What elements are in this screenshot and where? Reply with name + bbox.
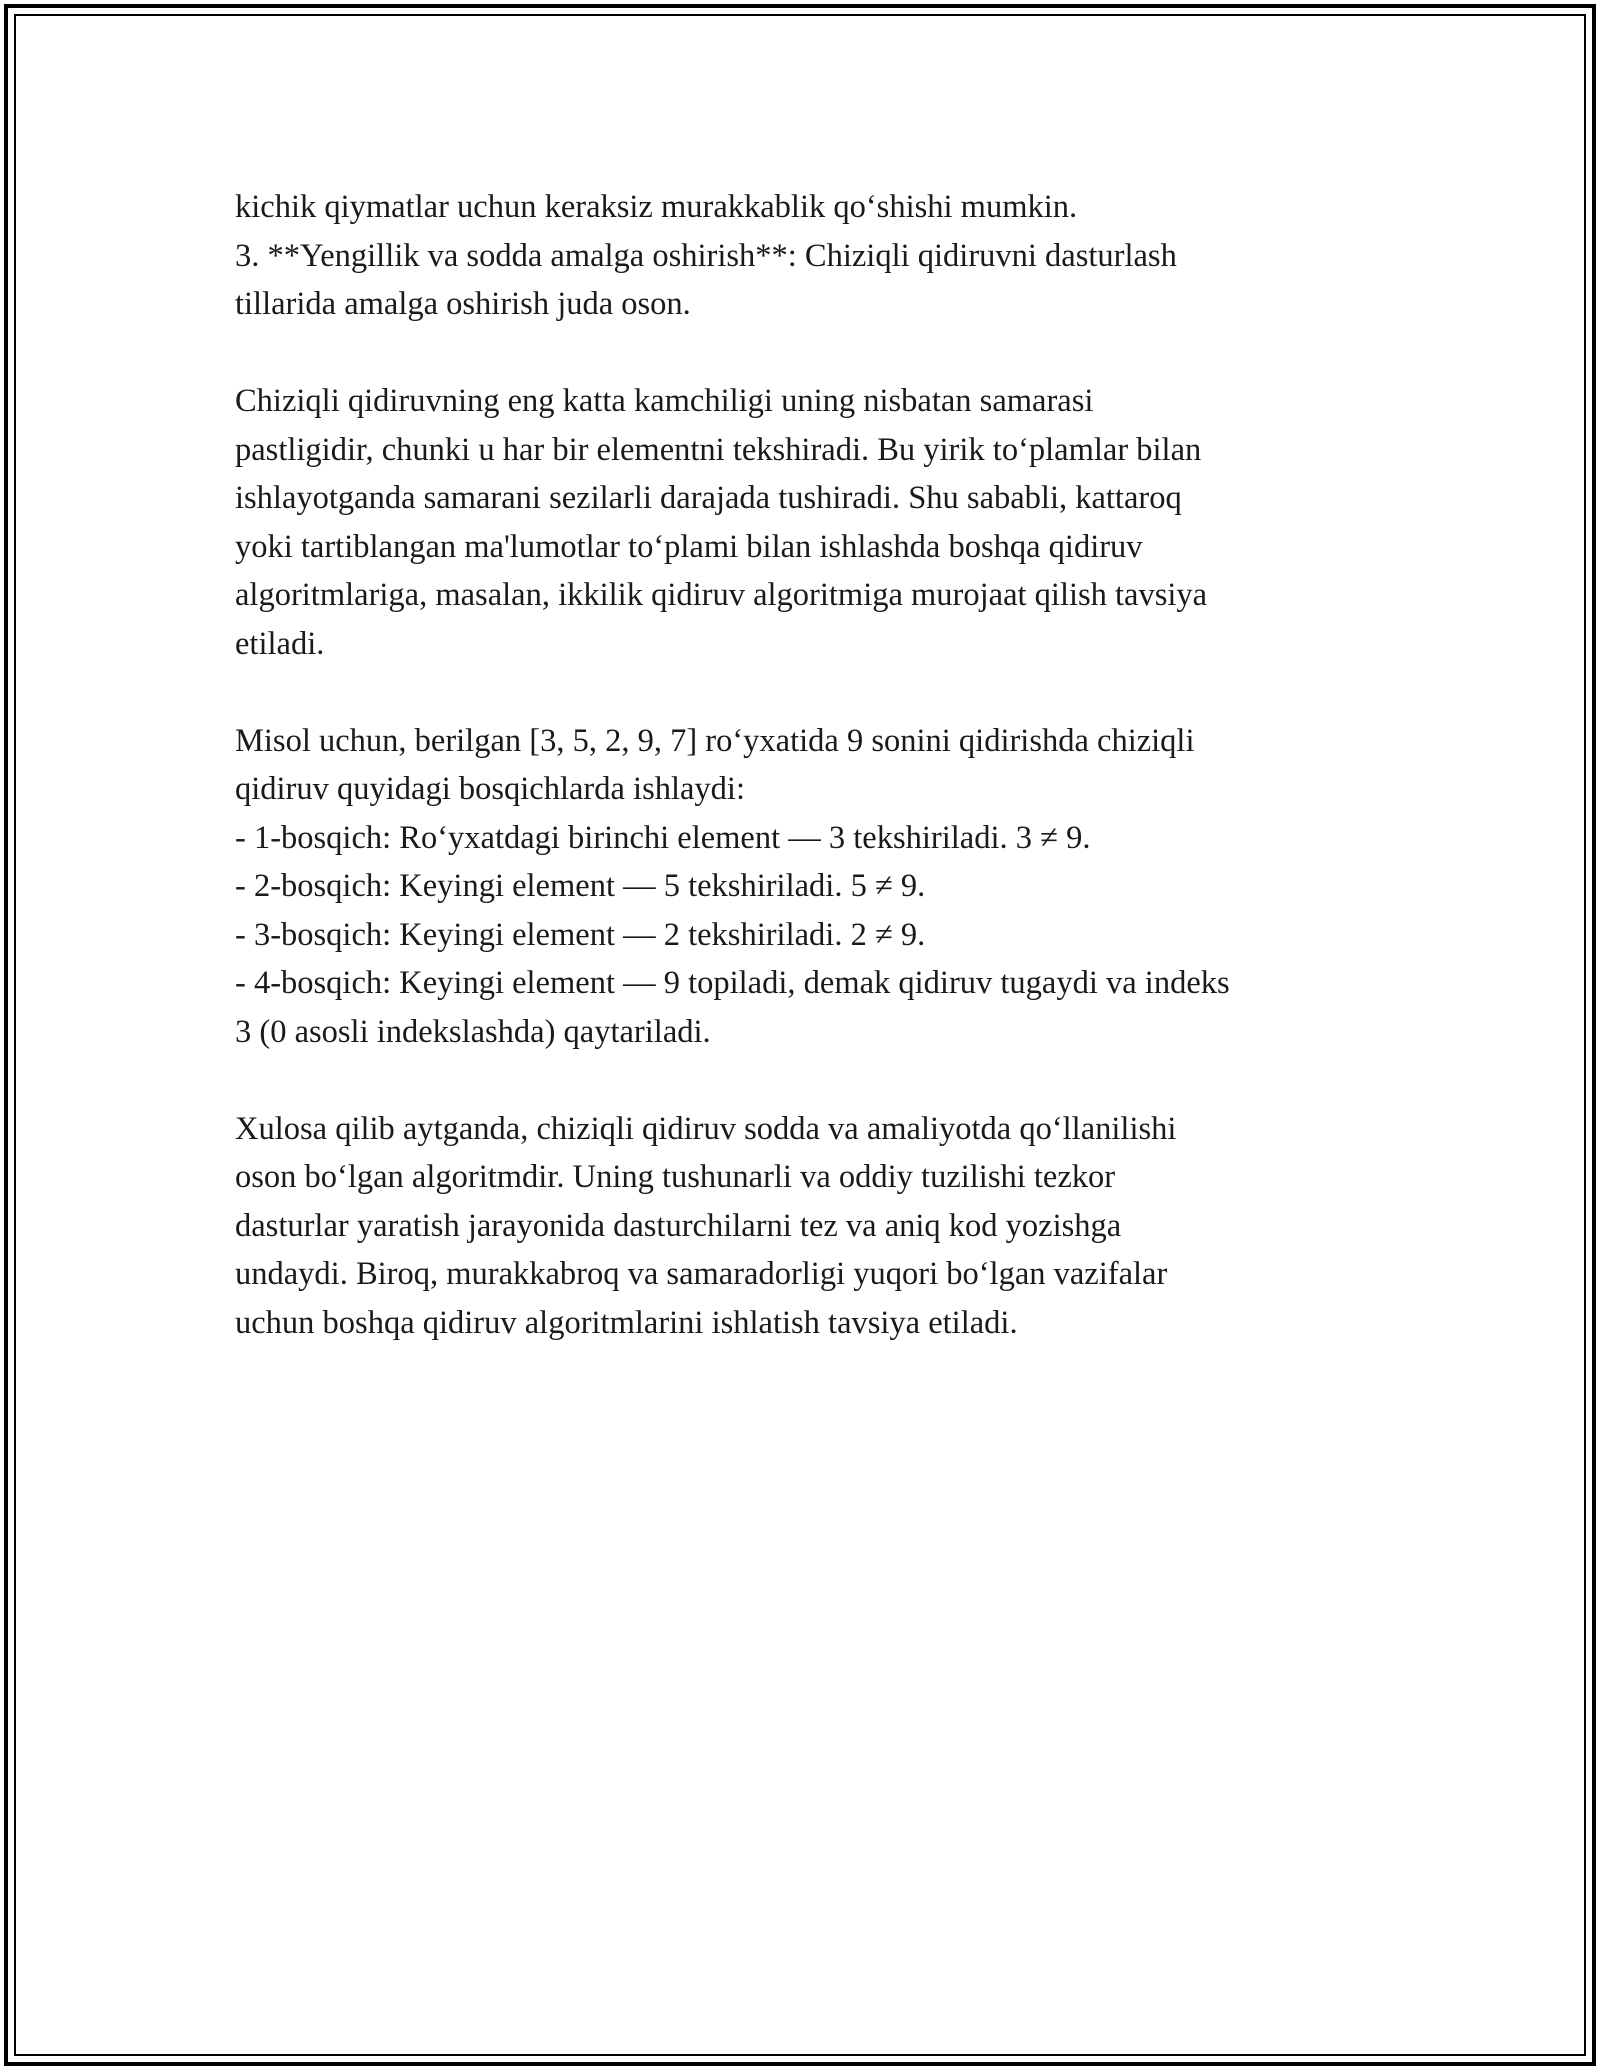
paragraph-conclusion bbox=[235, 1105, 1365, 1348]
text-line: 3. **Yengillik va sodda amalga oshirish**: Chiziqli qidiruvni dasturlash bbox=[235, 237, 1177, 274]
text-line: qidiruv quyidagi bosqichlarda ishlaydi: bbox=[235, 771, 745, 807]
text-line: Xulosa qilib aytganda, chiziqli qidiruv sodda va amaliyotda qo‘llanilishi bbox=[235, 1110, 1177, 1147]
text-line: uchun boshqa qidiruv algoritmlarini ishlatish tavsiya etiladi. bbox=[235, 1304, 1018, 1341]
text-line: pastligidir, chunki u har bir elementni tekshiradi. Bu yirik to‘plamlar bilan bbox=[235, 431, 1202, 468]
list-item-step-2: - 2-bosqich: Keyingi element — 5 tekshiriladi. 5 ≠ 9. bbox=[235, 868, 926, 904]
text-line: ishlayotganda samarani sezilarli darajada tushiradi. Shu sababli, kattaroq bbox=[235, 480, 1182, 516]
text-line: etiladi. bbox=[235, 625, 325, 662]
text-line: undaydi. Biroq, murakkabroq va samaradorligi yuqori bo‘lgan vazifalar bbox=[235, 1256, 1168, 1292]
text-line: Misol uchun, berilgan [3, 5, 2, 9, 7] ro‘yxatida 9 sonini qidirishda chiziqli bbox=[235, 722, 1195, 759]
text-line: oson bo‘lgan algoritmdir. Uning tushunarli va oddiy tuzilishi tezkor bbox=[235, 1159, 1116, 1195]
text-line: kichik qiymatlar uchun keraksiz murakkablik qo‘shishi mumkin. bbox=[235, 189, 1078, 225]
paragraph-intro-tail bbox=[235, 183, 1365, 329]
text-line: dasturlar yaratish jarayonida dasturchilarni tez va aniq kod yozishga bbox=[235, 1207, 1122, 1244]
paragraph-spacer bbox=[235, 1056, 1365, 1105]
paragraph-example bbox=[235, 717, 1365, 1057]
list-item-step-1: - 1-bosqich: Ro‘yxatdagi birinchi element — 3 tekshiriladi. 3 ≠ 9. bbox=[235, 819, 1091, 856]
text-line: 3 (0 asosli indekslashda) qaytariladi. bbox=[235, 1013, 711, 1050]
text-line: algoritmlariga, masalan, ikkilik qidiruv algoritmiga murojaat qilish tavsiya bbox=[235, 577, 1208, 613]
paragraph-spacer bbox=[235, 668, 1365, 717]
paragraph-spacer bbox=[235, 329, 1365, 378]
document-body bbox=[235, 183, 1365, 1347]
text-line: yoki tartiblangan ma'lumotlar to‘plami bilan ishlashda boshqa qidiruv bbox=[235, 528, 1143, 565]
text-line: Chiziqli qidiruvning eng katta kamchiligi uning nisbatan samarasi bbox=[235, 383, 1094, 419]
list-item-step-3: - 3-bosqich: Keyingi element — 2 tekshiriladi. 2 ≠ 9. bbox=[235, 916, 926, 953]
text-line: tillarida amalga oshirish juda oson. bbox=[235, 286, 691, 322]
list-item-step-4: - 4-bosqich: Keyingi element — 9 topiladi, demak qidiruv tugaydi va indeks bbox=[235, 965, 1230, 1001]
paragraph-drawback bbox=[235, 377, 1365, 668]
